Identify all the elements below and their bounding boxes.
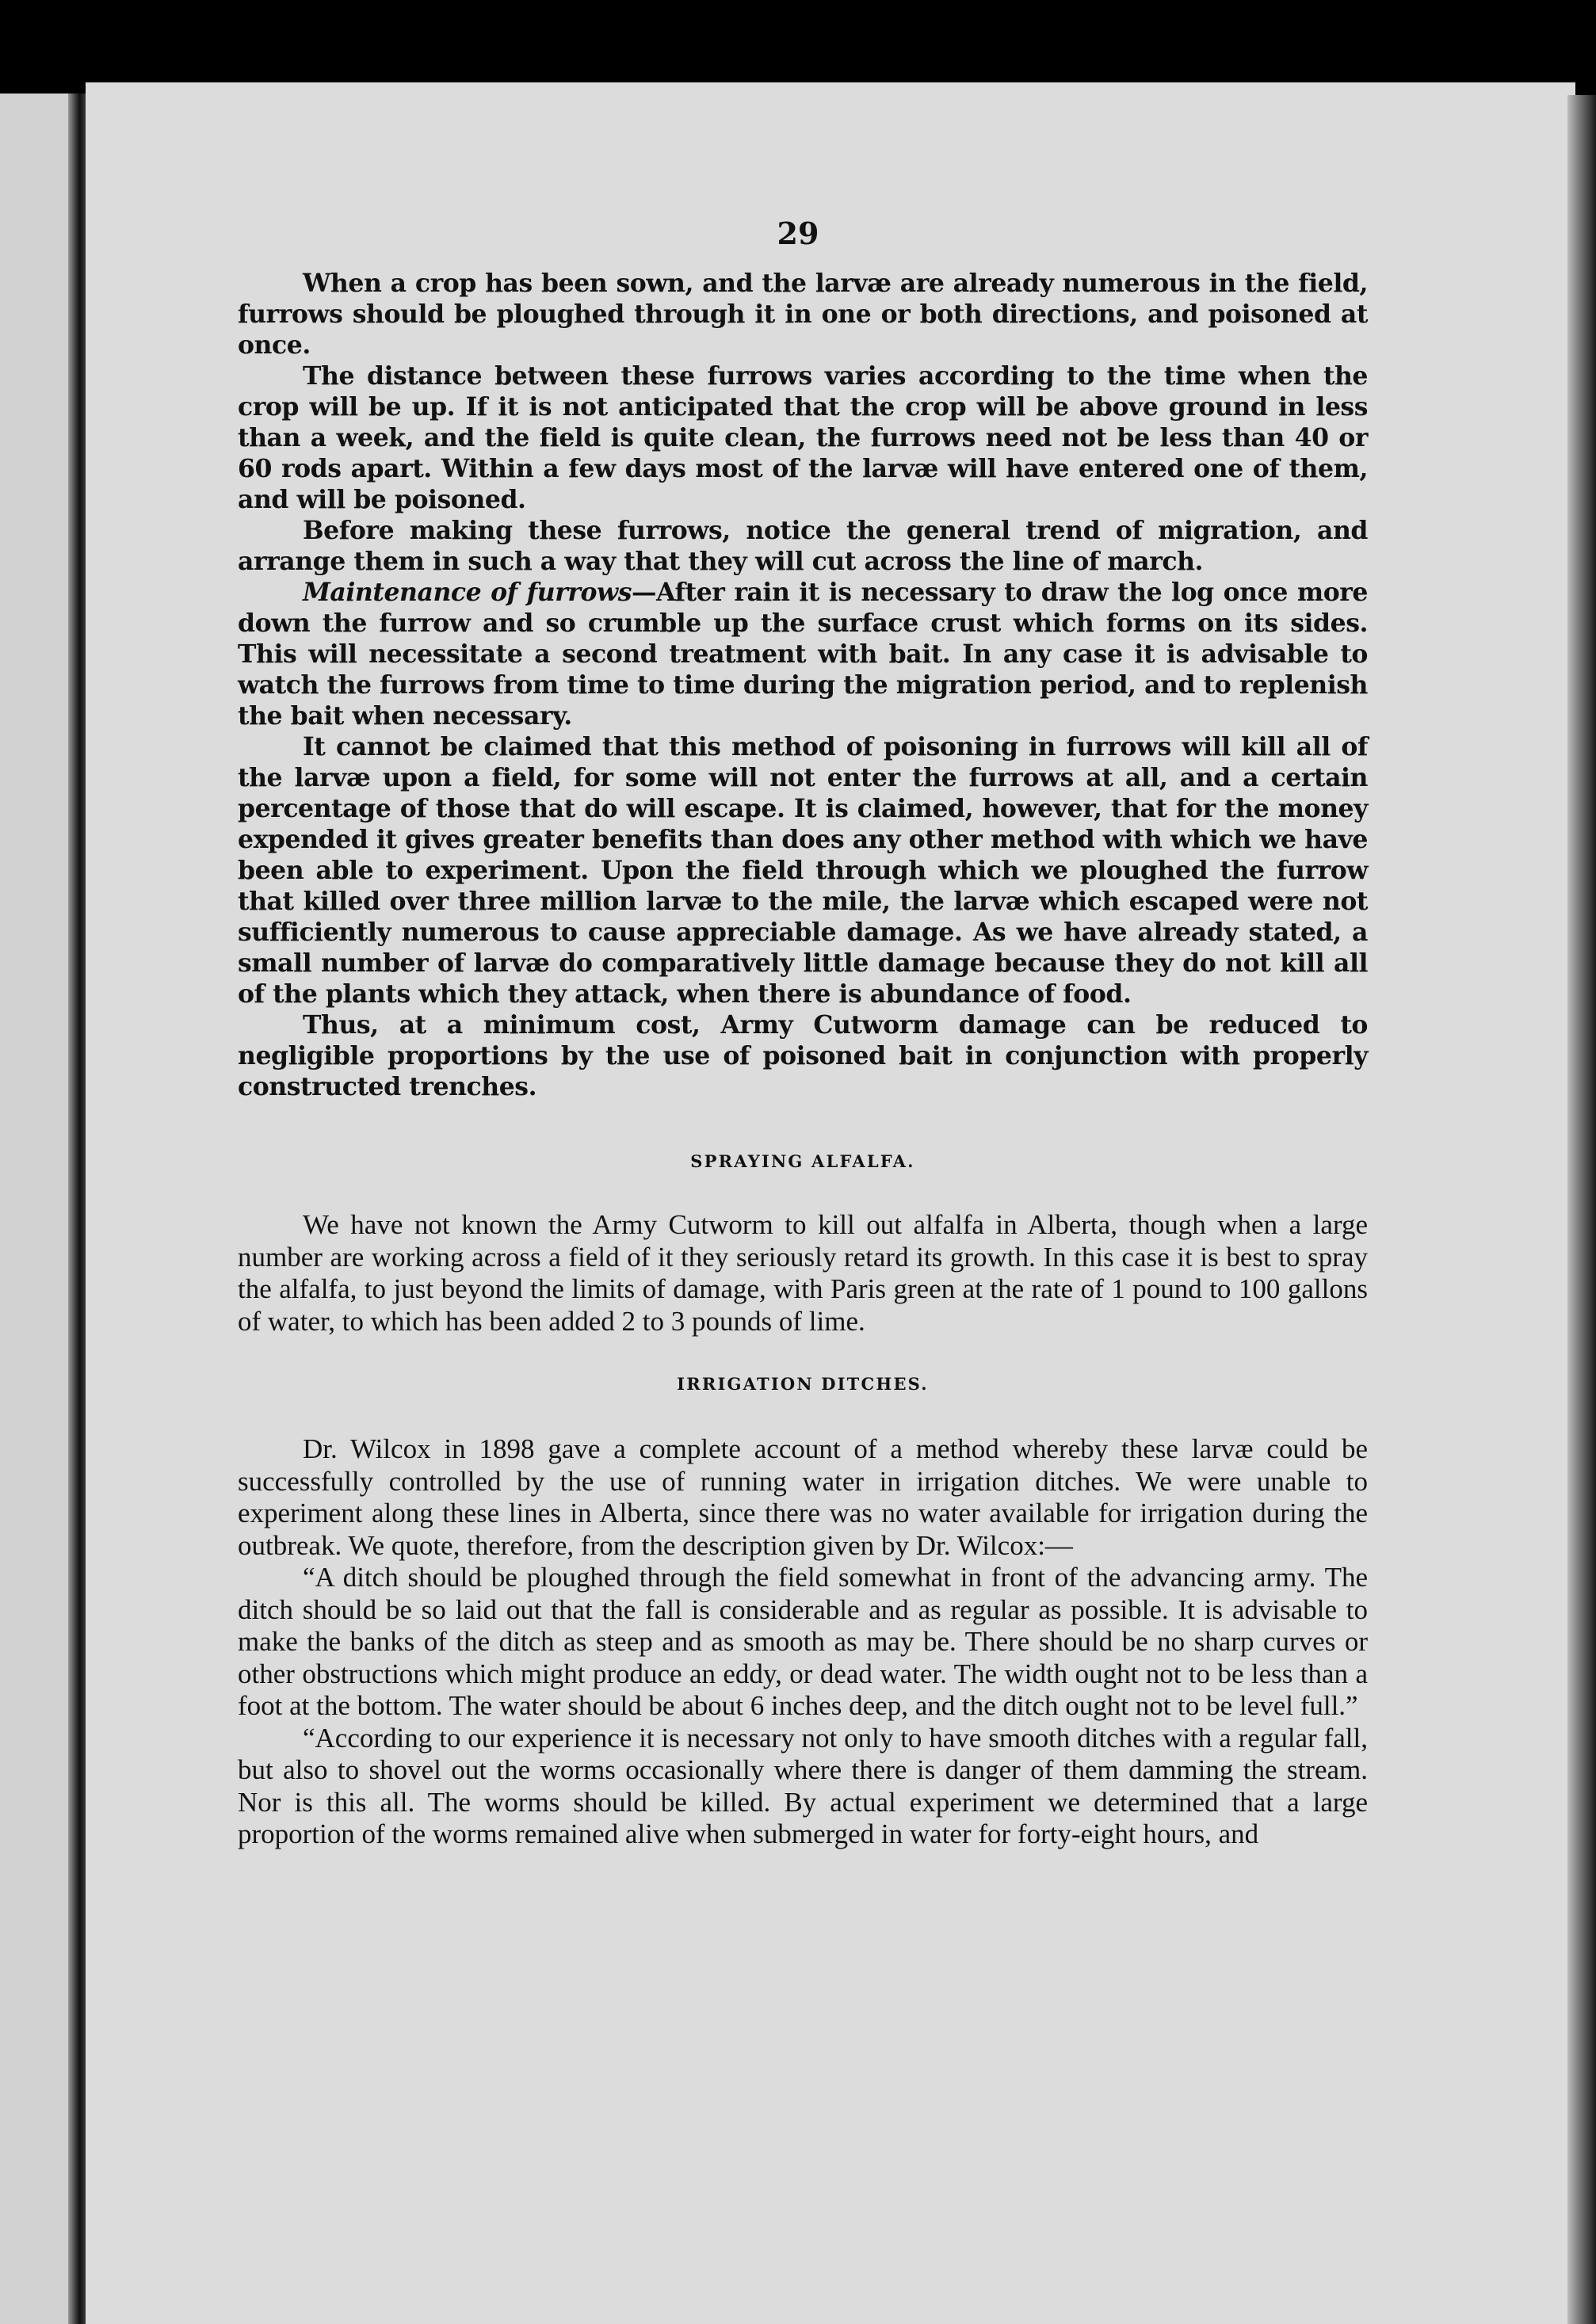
section-heading-spraying: SPRAYING ALFALFA.	[690, 1151, 915, 1171]
quote-paragraph: “A ditch should be ploughed through the field somewhat in front of the advancing army. The ditch should be so laid out that the fall is considerable and as regular as possible. It is advisable to make the banks of the ditch as steep and as smooth as may be. There should be no sharp curves or other obstructions which might produce an eddy, or dead water. The width ought not to be less than a foot at the bottom. The water should be about 6 inches deep, and the ditch ought not to be level full.”	[238, 1562, 1368, 1721]
paragraph: Thus, at a minimum cost, Army Cutworm damage can be reduced to negligible proportions by the use of poisoned bait in conjunction with properly constructed trenches.	[238, 1010, 1368, 1101]
paragraph: When a crop has been sown, and the larvæ are already numerous in the field, furrows should be ploughed through it in one or both directions, and poisoned at once.	[238, 269, 1368, 360]
section-heading-irrigation: IRRIGATION DITCHES.	[677, 1374, 929, 1394]
page-number: 29	[777, 216, 819, 251]
book-spine-shadow	[68, 93, 87, 2324]
paragraph: It cannot be claimed that this method of poisoning in furrows will kill all of the larvæ upon a field, for some will not enter the furrows at all, and a certain percentage of those that do will escape. It is claimed, however, that for the money expended it gives greater benefits than does any other method with which we have been able to experiment. Upon the field through which we ploughed the furrow that killed over three million larvæ to the mile, the larvæ which escaped were not sufficiently numerous to cause appreciable damage. As we have already stated, a small number of larvæ do comparatively little damage because they do not kill all of the plants which they attack, when there is abundance of food.	[238, 732, 1368, 1009]
maintenance-lead: Maintenance of furrows	[303, 578, 632, 607]
maintenance-text: —After rain it is necessary to draw the log once more down the furrow and so crumble up the surface crust which forms on its sides. This will necessitate a second treatment with bait. In any case it is advisable to watch the furrows from time to time during the migration period, and to replenish the bait when necessary.	[238, 578, 1368, 731]
paragraph-irrigation: Dr. Wilcox in 1898 gave a complete account of a method whereby these larvæ could be successfully controlled by the use of running water in irrigation ditches. We were unable to experiment along these lines in Alberta, since there was no water available for irrigation during the outbreak. We quote, therefore, from the description given by Dr. Wilcox:—	[238, 1433, 1368, 1561]
paragraph: The distance between these furrows varies according to the time when the crop will be up. If it is not anticipated that the crop will be above ground in less than a week, and the field is quite clean, the furrows need not be less than 40 or 60 rods apart. Within a few days most of the larvæ will have entered one of them, and will be poisoned.	[238, 361, 1368, 514]
paragraph-spraying: We have not known the Army Cutworm to kill out alfalfa in Alberta, though when a large number are working across a field of it they seriously retard its growth. In this case it is best to spray the alfalfa, to just beyond the limits of damage, with Paris green at the rate of 1 pound to 100 gallons of water, to which has been added 2 to 3 pounds of lime.	[238, 1209, 1368, 1337]
maintenance-paragraph	[238, 577, 1368, 731]
page-edge-shadow	[1567, 95, 1596, 2324]
page-body	[238, 268, 1368, 1851]
quote-paragraph: “According to our experience it is necessary not only to have smooth ditches with a regular fall, but also to shovel out the worms occasionally where there is danger of them damming the stream. Nor is this all. The worms should be killed. By actual experiment we determined that a large proportion of the worms remained alive when submerged in water for forty-eight hours, and	[238, 1722, 1368, 1849]
paragraph: Before making these furrows, notice the general trend of migration, and arrange them in such a way that they will cut across the line of march.	[238, 516, 1368, 576]
adjacent-page-strip	[0, 93, 73, 2324]
